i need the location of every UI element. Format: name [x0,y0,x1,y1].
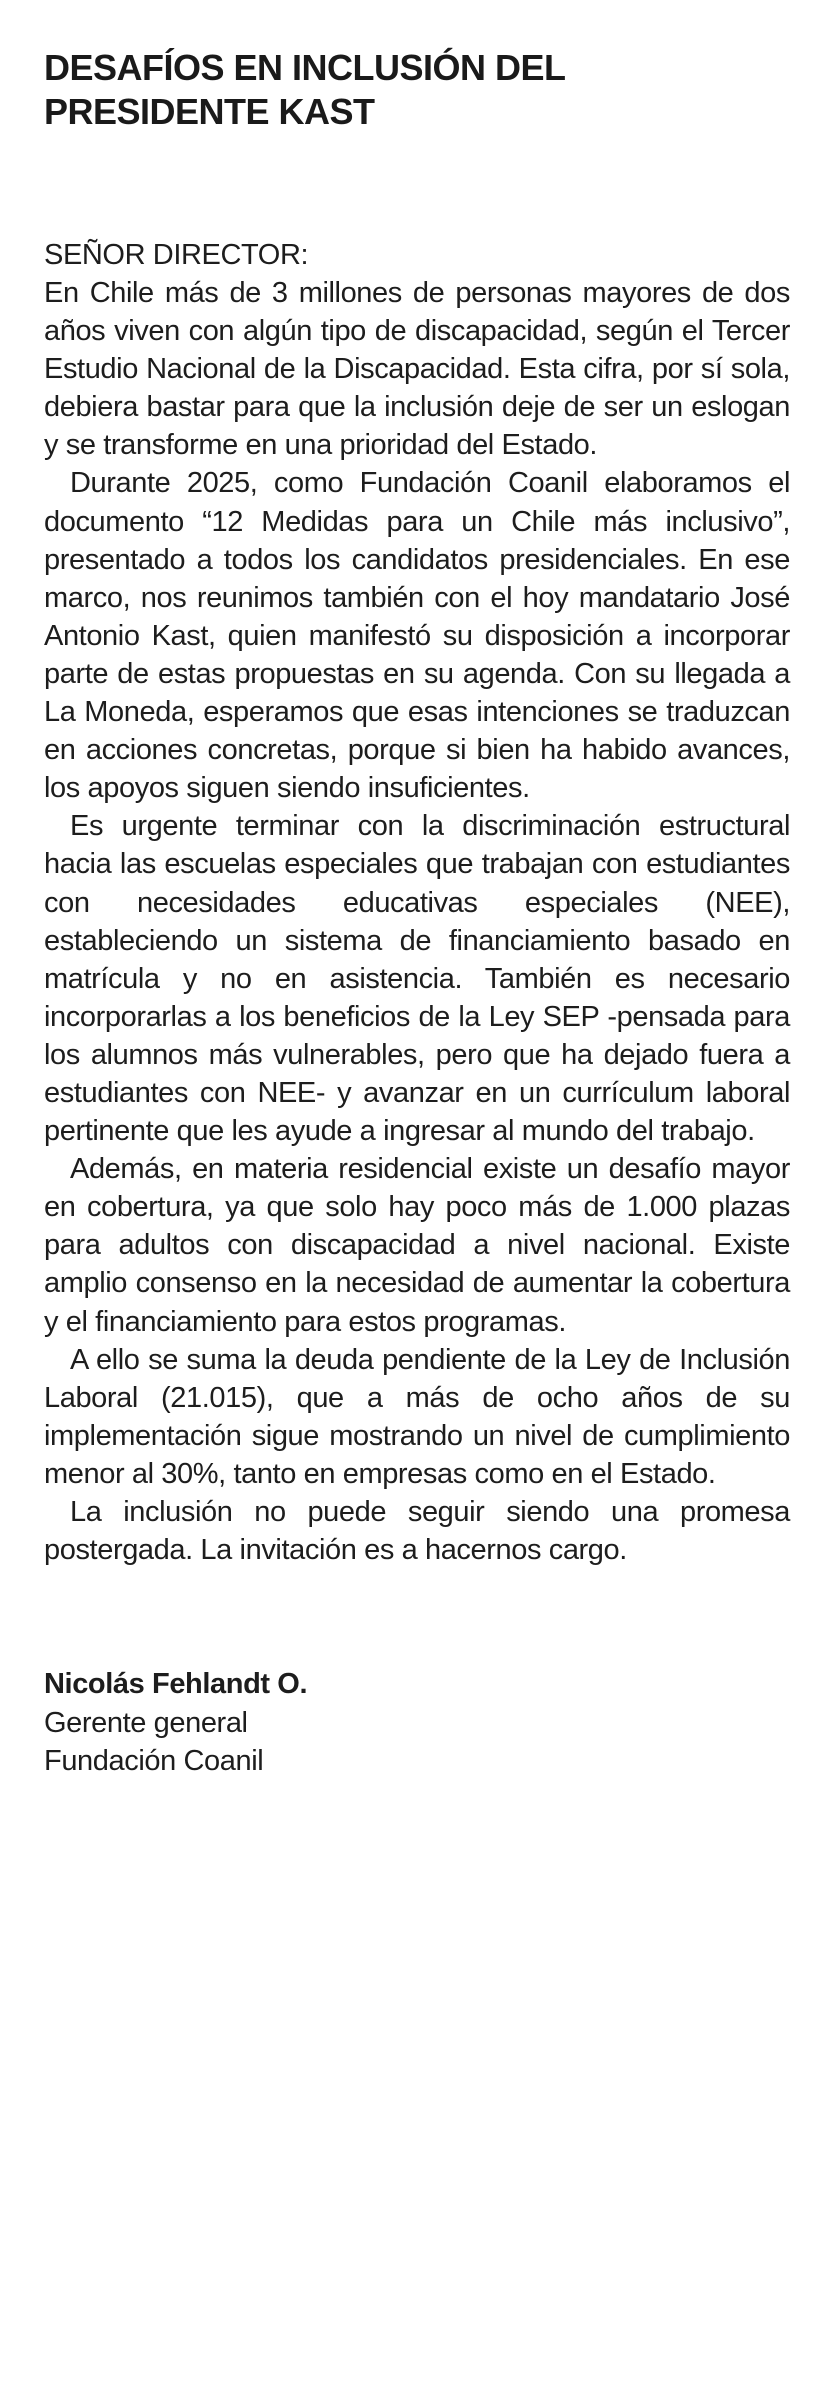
paragraph: Durante 2025, como Fundación Coanil elaboramos el documento “12 Medidas para un Chile más inclusivo”, presentado a todos los candidatos presidenciales. En ese marco, nos reunimos también con el hoy mandatario José Antonio Kast, quien manifestó su disposición a incorporar parte de estas propuestas en su agenda. Con su llegada a La Moneda, esperamos que esas intenciones se traduzcan en acciones concretas, porque si bien ha habido avances, los apoyos siguen siendo insuficientes. [44,467,790,805]
salutation: SEÑOR DIRECTOR: [44,239,309,271]
paragraph: En Chile más de 3 millones de personas mayores de dos años viven con algún tipo de discapacidad, según el Tercer Estudio Nacional de la Discapacidad. Esta cifra, por sí sola, debiera bastar para que la inclusión deje de ser un eslogan y se transforme en una prioridad del Estado. [44,277,790,462]
signature-organization: Fundación Coanil [44,1745,264,1778]
paragraph: La inclusión no puede seguir siendo una promesa postergada. La invitación es a hacernos cargo. [44,1496,790,1567]
paragraph: Es urgente terminar con la discriminación estructural hacia las escuelas especiales que trabajan con estudiantes con necesidades educativas especiales (NEE), estableciendo un sistema de financiamiento basado en matrícula y no en asistencia. También es necesario incorporarlas a los beneficios de la Ley SEP -pensada para los alumnos más vulnerables, pero que ha dejado fuera a estudiantes con NEE- y avanzar en un currículum laboral pertinente que les ayude a ingresar al mundo del trabajo. [44,810,790,1148]
paragraph: Además, en materia residencial existe un desafío mayor en cobertura, ya que solo hay poco más de 1.000 plazas para adultos con discapacidad a nivel nacional. Existe amplio consenso en la necesidad de aumentar la cobertura y el financiamiento para estos programas. [44,1153,790,1338]
headline-line-2: PRESIDENTE KAST [44,91,375,132]
headline [44,46,790,134]
signature-title: Gerente general [44,1706,248,1739]
signature-name: Nicolás Fehlandt O. [44,1668,308,1701]
headline-line-1: DESAFÍOS EN INCLUSIÓN DEL [44,47,566,88]
paragraph: A ello se suma la deuda pendiente de la Ley de Inclusión Laboral (21.015), que a más de ocho años de su implementación sigue mostrando un nivel de cumplimiento menor al 30%, tanto en empresas como en el Estado. [44,1343,790,1490]
letter-body [44,274,790,1569]
signature-block [44,1665,790,1781]
